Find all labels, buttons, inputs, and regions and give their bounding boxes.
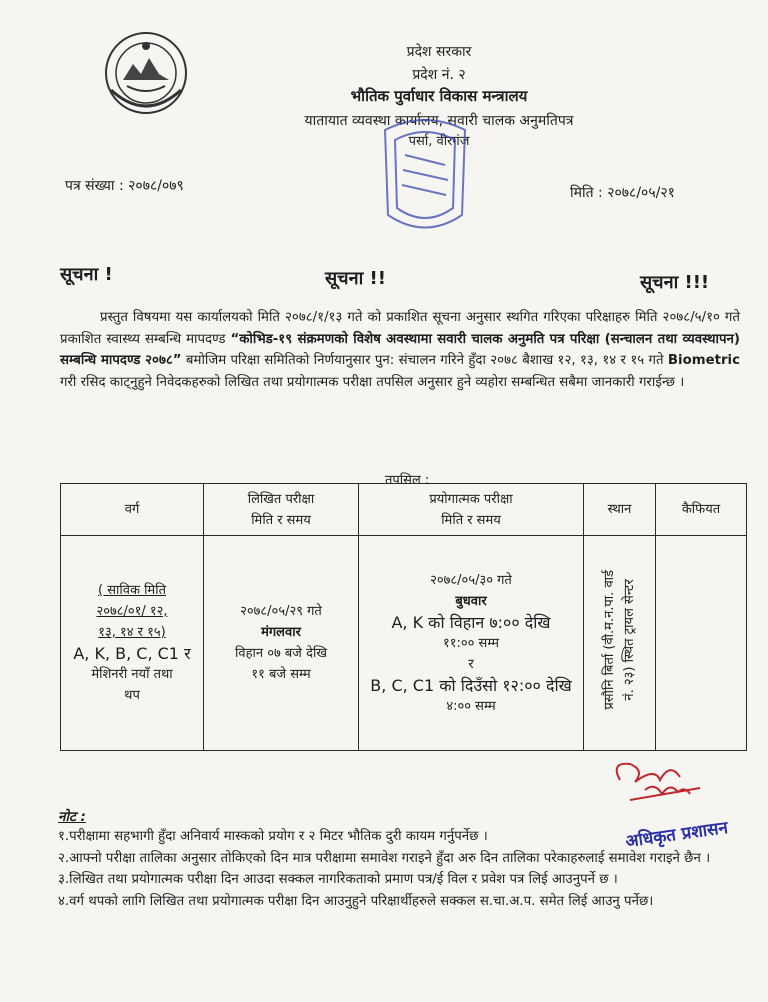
ministry-name: भौतिक पुर्वाधार विकास मन्त्रालय [350, 87, 528, 105]
category-line5: मेशिनरी नयाँ तथा [91, 667, 173, 682]
header-practical-line2: मिति र समय [441, 512, 501, 528]
cell-remarks [656, 536, 747, 751]
body-text-2: बमोजिम परिक्षा समितिको निर्णयानुसार पुन: संचालन गरिने हुँदा २०७८ बैशाख १२, १३, १४ र १५ गते [181, 353, 668, 369]
practical-line7: ४:०० सम्म [446, 698, 496, 714]
practical-line2: बुधवार [455, 593, 487, 609]
practical-line4: ११:०० सम्म [442, 635, 499, 651]
body-text-3: गरी रसिद काट्नुहुने निवेदकहरुको लिखित तथा प्रयोगात्मक परीक्षा तपसिल अनुसार हुने व्यहोरा सम्बन्धित सबैमा जानकारी गराईन्छ । [60, 374, 685, 390]
table-row [61, 536, 747, 751]
note-item: १.परीक्षामा सहभागी हुँदा अनिवार्य मास्कको प्रयोग र २ मिटर भौतिक दुरी कायम गर्नुपर्नेछ । [58, 829, 488, 844]
reference-number: पत्र संख्या : २०७८/०७९ [65, 178, 184, 194]
header-place: स्थान [584, 484, 656, 536]
written-line3: विहान ०७ बजे देखि [235, 646, 327, 661]
category-line1: ( साविक मिति [98, 583, 166, 598]
cell-place [584, 536, 656, 751]
header-practical [359, 484, 584, 536]
office-name: यातायात व्यवस्था कार्यालय, सवारी चालक अनुमतिपत्र [304, 113, 574, 129]
practical-line6: B, C, C1 को दिउँसो १२:०० देखि [370, 675, 572, 695]
body-biometric: Biometric [667, 353, 740, 369]
notice-body [60, 307, 740, 393]
header-written-line1: लिखित परीक्षा [247, 491, 315, 507]
table-caption: तपसिल : [385, 473, 430, 488]
written-line1: २०७८/०५/२९ गते [240, 604, 322, 619]
category-line4: A, K, B, C, C1 र [73, 644, 191, 663]
practical-line5: र [468, 656, 474, 672]
notice-heading-1: सूचना ! [60, 264, 113, 285]
practical-line1: २०७८/०५/३० गते [430, 572, 512, 588]
header-line-2: प्रदेश नं. २ [412, 67, 466, 83]
note-item: ४.वर्ग थपको लागि लिखित तथा प्रयोगात्मक परीक्षा दिन आउनुहुने परिक्षार्थीहरुले सक्कल स.चा.अ.प. समेत लिई आउनु पर्नेछ। [58, 893, 654, 909]
office-location: पर्सा, वीरगंज [408, 134, 470, 149]
body-text-1: प्रस्तुत विषयमा यस कार्यालयको मिति २०७८/१/१३ गते को प्रकाशित सूचना अनुसार स्थगित गरिएका परिक्षाहरु मिति २०७८/५/१० गते प्रकाशित स्वास्थ्य सम्बन्धि मापदण्ड [60, 310, 740, 347]
cell-practical [359, 536, 584, 751]
notice-heading-3: सूचना !!! [640, 272, 710, 293]
cell-written [204, 536, 359, 751]
note-item: ३.लिखित तथा प्रयोगात्मक परीक्षा दिन आउदा सक्कल नागरिकताको प्रमाण पत्र/ई विल र प्रवेश पत्र लिई आउनुपर्ने छ । [58, 872, 618, 887]
signatory-title-text: अधिकृत [624, 825, 678, 853]
place-text: प्रसौनि बिर्ता (वी.म.न.पा. वार्ड नं. २३) स्थित ट्रायल सेन्टर [601, 569, 637, 710]
written-line4: ११ बजे सम्म [251, 667, 311, 682]
body-standard-name: “कोभिड-१९ संक्रमणको विशेष अवस्थामा सवारी चालक अनुमति पत्र परिक्षा (सन्चालन तथा व्यवस्थापन) सम्बन्धि मापदण्ड २०७८” [60, 331, 740, 369]
header-category: वर्ग [61, 484, 204, 536]
notes-list [58, 826, 748, 912]
notes-title: नोट : [58, 809, 86, 825]
notice-heading-2: सूचना !! [325, 268, 386, 289]
cell-category [61, 536, 204, 751]
note-item: २.आफ्नो परीक्षा तालिका अनुसार तोकिएको दिन मात्र परीक्षामा समावेश गराइने हुँदा अरु दिन तालिका परेकाहरुलाई समावेश गराइने छैन । [58, 850, 711, 866]
category-line3: १३, १४ र १५) [98, 625, 166, 640]
practical-line3: A, K को विहान ७:०० देखि [391, 612, 551, 632]
header-remarks: कैफियत [656, 484, 747, 536]
header-practical-line1: प्रयोगात्मक परीक्षा [429, 491, 513, 507]
letter-date: मिति : २०७८/०५/२१ [570, 185, 675, 201]
signatory-name: प्रशासन [680, 817, 730, 845]
table-header-row [61, 484, 747, 536]
office-seal-stamp [370, 110, 480, 245]
header-written [204, 484, 359, 536]
header-line-1: प्रदेश सरकार [406, 44, 472, 60]
category-line6: थप [124, 688, 140, 703]
category-line2: २०७८/०१/ १२, [96, 604, 168, 619]
written-line2: मंगलवार [261, 625, 301, 640]
exam-schedule-table [60, 483, 747, 751]
header-written-line2: मिति र समय [251, 512, 311, 528]
